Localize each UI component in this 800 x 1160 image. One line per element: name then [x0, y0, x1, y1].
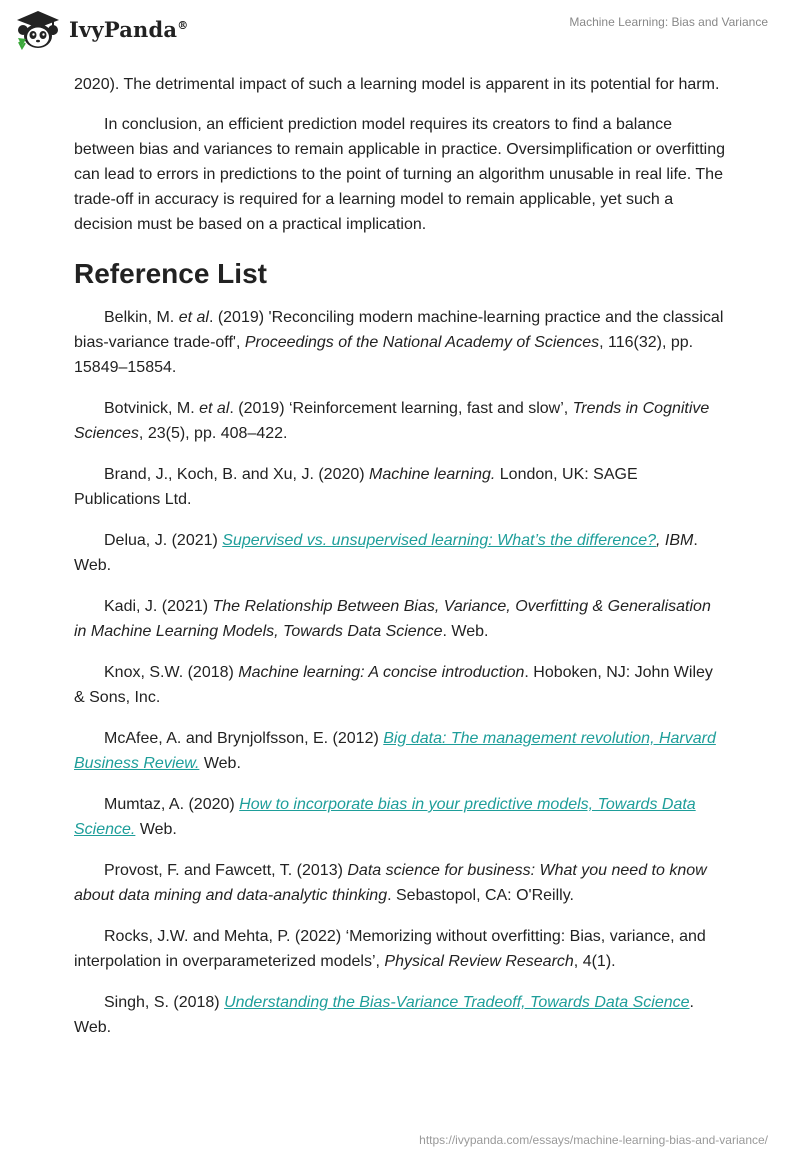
- reference-item: Provost, F. and Fawcett, T. (2013) Data science for business: What you need to know about data mining and data-analytic thinking. Sebastopol, CA: O'Reilly.: [74, 862, 707, 904]
- reference-link[interactable]: How to incorporate bias in your predictive models, Towards Data Science.: [74, 796, 696, 838]
- reference-item: McAfee, A. and Brynjolfsson, E. (2012) Big data: The management revolution, Harvard Business Review. Web.: [74, 730, 716, 772]
- reference-item: Knox, S.W. (2018) Machine learning: A concise introduction. Hoboken, NJ: John Wiley & Sons, Inc.: [74, 664, 713, 706]
- page-header: [0, 0, 800, 64]
- reference-item: Singh, S. (2018) Understanding the Bias-Variance Tradeoff, Towards Data Science. Web.: [74, 994, 694, 1036]
- reference-item: Rocks, J.W. and Mehta, P. (2022) ‘Memorizing without overfitting: Bias, variance, and interpolation in overparameterized models’, Physical Review Research, 4(1).: [74, 928, 706, 970]
- panda-graduate-icon: [13, 8, 63, 50]
- reference-item: Delua, J. (2021) Supervised vs. unsupervised learning: What’s the difference?, IBM. Web.: [74, 532, 698, 574]
- reference-item: Kadi, J. (2021) The Relationship Between Bias, Variance, Overfitting & Generalisation in Machine Learning Models, Towards Data Science. Web.: [74, 598, 711, 640]
- reference-item: Belkin, M. et al. (2019) 'Reconciling modern machine-learning practice and the classical bias-variance trade-off', Proceedings of the National Academy of Sciences, 116(32), pp. 15849–15854.: [74, 309, 724, 376]
- running-title: Machine Learning: Bias and Variance: [569, 15, 768, 29]
- footer-url[interactable]: https://ivypanda.com/essays/machine-learning-bias-and-variance/: [419, 1133, 768, 1147]
- reference-list-heading: Reference List: [74, 258, 267, 289]
- reference-link[interactable]: Understanding the Bias-Variance Tradeoff, Towards Data Science: [224, 994, 690, 1011]
- reference-item: Mumtaz, A. (2020) How to incorporate bias in your predictive models, Towards Data Science. Web.: [74, 796, 696, 838]
- essay-content: [74, 72, 726, 1056]
- reference-item: Botvinick, M. et al. (2019) ‘Reinforcement learning, fast and slow’, Trends in Cognitive Sciences, 23(5), pp. 408–422.: [74, 400, 710, 442]
- ivypanda-logo[interactable]: [13, 8, 188, 50]
- paragraph-conclusion: In conclusion, an efficient prediction model requires its creators to find a balance between bias and variances to remain applicable in practice. Oversimplification or overfitting can lead to errors in predictions to the point of turning an algorithm unusable in real life. The trade-off in accuracy is required for a learning model to remain applicable, yet such a decision must be based on a practical implication.: [74, 116, 725, 233]
- reference-link[interactable]: Big data: The management revolution, Harvard Business Review.: [74, 730, 716, 772]
- reference-link[interactable]: Supervised vs. unsupervised learning: What’s the difference?: [222, 532, 657, 549]
- reference-item: Brand, J., Koch, B. and Xu, J. (2020) Machine learning. London, UK: SAGE Publications Ltd.: [74, 466, 638, 508]
- paragraph-continuation: 2020). The detrimental impact of such a learning model is apparent in its potential for harm.: [74, 76, 720, 93]
- brand-name: IvyPanda®: [69, 16, 189, 42]
